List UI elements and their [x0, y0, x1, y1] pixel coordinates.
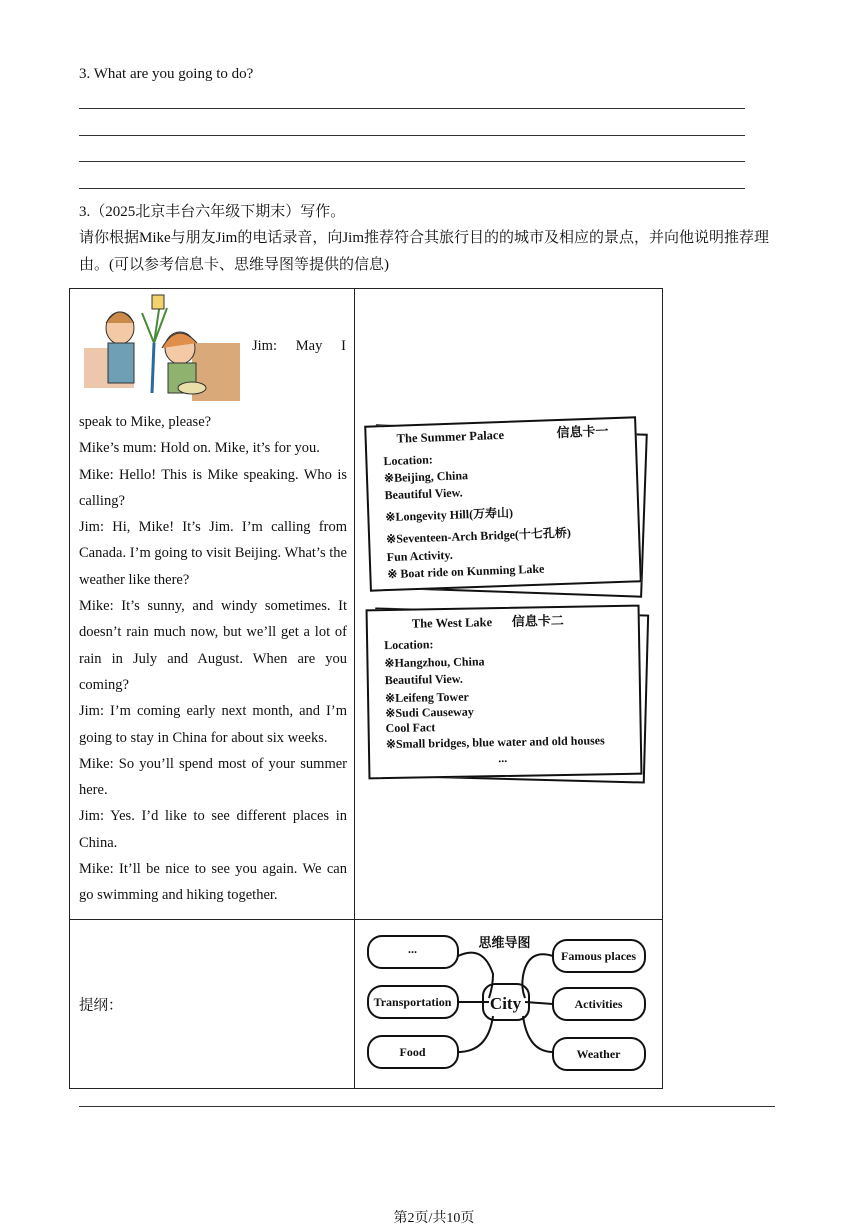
dialogue-line: Jim: Yes. I’d like to see different places in China.	[79, 808, 347, 851]
answer-line	[79, 108, 745, 109]
mindmap-center: City	[489, 994, 522, 1013]
card-line: ※Sudi Causeway	[384, 704, 474, 721]
mindmap-node: Famous places	[561, 949, 637, 963]
phone-call-illustration	[82, 293, 242, 403]
dialogue-text	[79, 409, 347, 909]
card-title: The Summer Palace	[395, 427, 504, 446]
card-line: ...	[497, 750, 507, 766]
answer-line	[79, 135, 745, 136]
card-line: Location:	[383, 637, 434, 653]
card-line: ※Beijing, China	[383, 468, 468, 486]
mindmap-node: Transportation	[373, 995, 452, 1009]
card-line: ※Hangzhou, China	[383, 654, 485, 671]
dialogue-line: Mike: It’ll be nice to see you again. We can go swimming and hiking together.	[79, 861, 347, 904]
instruction: 请你根据Mike与朋友Jim的电话录音，向Jim推荐符合其旅行目的的城市及相应的景点，并向他说明推荐理由。(可以参考信息卡、思维导图等提供的信息)	[79, 230, 770, 273]
card-line: ※Leifeng Tower	[384, 689, 469, 706]
info-card-2	[365, 605, 642, 780]
dialogue-cell	[70, 289, 355, 920]
dialogue-line: speak to Mike, please?	[79, 414, 212, 430]
footer-rule	[79, 1106, 775, 1107]
card-line: ※Small bridges, blue water and old houses	[385, 733, 605, 752]
question-heading: 3.（2025北京丰台六年级下期末）写作。	[79, 204, 346, 220]
page-number: 第2页/共10页	[393, 1211, 475, 1226]
mindmap-node: Weather	[576, 1047, 621, 1061]
question-3: 3. What are you going to do?	[79, 66, 254, 82]
dialogue-line: Jim: Hi, Mike! It’s Jim. I’m calling from Canada. I’m going to visit Beijing. What’s the weather like there?	[79, 519, 347, 588]
outline-cell	[70, 920, 355, 1089]
card-line: Beautiful View.	[383, 485, 463, 503]
dialogue-first-line: Jim: May I	[252, 338, 346, 354]
outline-label: 提纲：	[79, 998, 123, 1014]
dialogue-line: Mike: So you’ll spend most of your summer here.	[79, 755, 347, 799]
card-tag: 信息卡二	[511, 613, 564, 630]
card-line: Location:	[382, 452, 433, 469]
writing-table	[69, 288, 663, 1089]
mindmap-cell	[354, 920, 662, 1089]
card-line: ※Seventeen-Arch Bridge(十七孔桥)	[385, 525, 571, 547]
card-title: The West Lake	[411, 615, 492, 631]
mindmap-node: ...	[408, 942, 418, 956]
dialogue-line: Mike: Hello! This is Mike speaking. Who is calling?	[79, 466, 347, 509]
info-cards-cell	[354, 289, 662, 920]
card-line: ※Longevity Hill(万寿山)	[384, 505, 513, 525]
answer-line	[79, 188, 745, 189]
mindmap-node: Activities	[574, 997, 623, 1011]
dialogue-line: Mike: It’s sunny, and windy sometimes. It doesn’t rain much now, but we’ll get a lot of rain in July and August. When are you coming?	[79, 598, 347, 693]
info-card-1	[364, 416, 642, 591]
card-tag: 信息卡一	[555, 424, 609, 442]
card-line: ※ Boat ride on Kunming Lake	[386, 561, 545, 582]
mindmap-title: 思维导图	[478, 936, 531, 951]
dialogue-line: Mike’s mum: Hold on. Mike, it’s for you.	[79, 440, 320, 457]
answer-line	[79, 161, 745, 162]
dialogue-line: Jim: I’m coming early next month, and I’m going to stay in China for about six weeks.	[79, 703, 347, 746]
card-line: Beautiful View.	[384, 671, 463, 688]
card-line: Fun Activity.	[386, 547, 453, 565]
card-line: Cool Fact	[385, 720, 435, 736]
mindmap-node: Food	[399, 1045, 426, 1059]
